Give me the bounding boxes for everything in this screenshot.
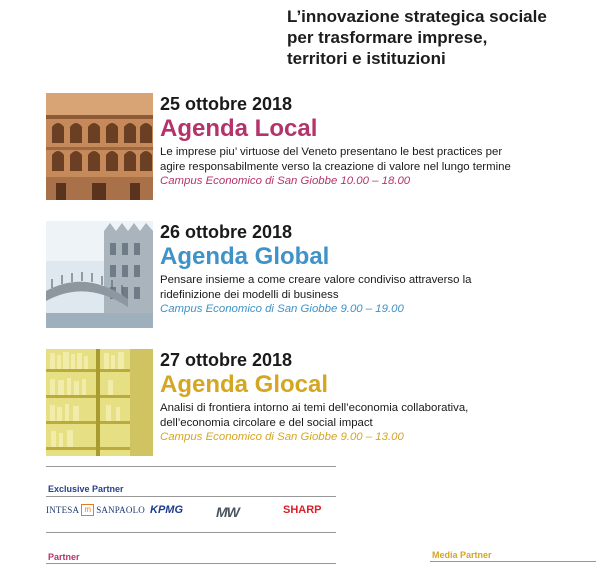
kpmg-logo-text: KPMG [150,504,183,516]
partner-heading: Partner [48,552,80,562]
event-description [160,273,596,302]
intesa-sanpaolo-logo [46,504,145,516]
event-date: 25 ottobre 2018 [160,94,293,114]
palazzo-facade-photo [46,93,153,200]
mw-logo-text: MW [216,504,239,520]
sharp-logo [283,504,322,516]
event-description-line: agire responsabilmente verso la creazione di valore nel lungo termine [160,160,511,173]
event-location-time: Campus Economico di San Giobbe 9.00 – 19.00 [160,303,404,315]
divider [46,563,336,564]
event-description [160,401,596,430]
event-date: 26 ottobre 2018 [160,222,293,242]
event-location-time: Campus Economico di San Giobbe 9.00 – 13.00 [160,431,404,443]
library-shelves-photo [46,349,153,456]
event-description-line: dell’economia circolare e del social impact [160,416,373,429]
event-agenda-glocal [46,349,596,464]
headline-line-2: per trasformare imprese, [287,28,488,47]
event-description-line: Analisi di frontiera intorno ai temi dell’economia collaborativa, [160,402,469,414]
event-location-time: Campus Economico di San Giobbe 10.00 – 18.00 [160,175,411,187]
event-agenda-local [46,93,596,208]
mw-logo [216,504,239,520]
intesa-logo-left: INTESA [46,505,80,515]
event-description [160,145,596,174]
media-partner-heading: Media Partner [432,550,492,560]
event-description-line: Le imprese piu’ virtuose del Veneto presentano le best practices per [160,146,503,158]
event-title: Agenda Glocal [160,371,329,398]
event-agenda-global [46,221,596,336]
divider [46,496,336,497]
venice-bridge-photo [46,221,153,328]
intesa-logo-mark: m [81,504,94,516]
event-title: Agenda Global [160,243,330,270]
kpmg-logo [150,504,183,516]
divider [46,466,336,467]
event-description-line: Pensare insieme a come creare valore condiviso attraverso la [160,274,472,286]
intesa-logo-right: SANPAOLO [96,505,145,515]
sharp-logo-text: SHARP [283,504,322,516]
divider [46,532,336,533]
event-title: Agenda Local [160,115,318,142]
headline-line-1: L’innovazione strategica sociale [287,7,547,26]
headline-line-3: territori e istituzioni [287,49,446,68]
event-date: 27 ottobre 2018 [160,350,293,370]
event-description-line: ridefinizione dei modelli di business [160,288,339,301]
exclusive-partner-heading: Exclusive Partner [48,484,124,494]
divider [430,561,596,562]
headline [287,6,597,69]
